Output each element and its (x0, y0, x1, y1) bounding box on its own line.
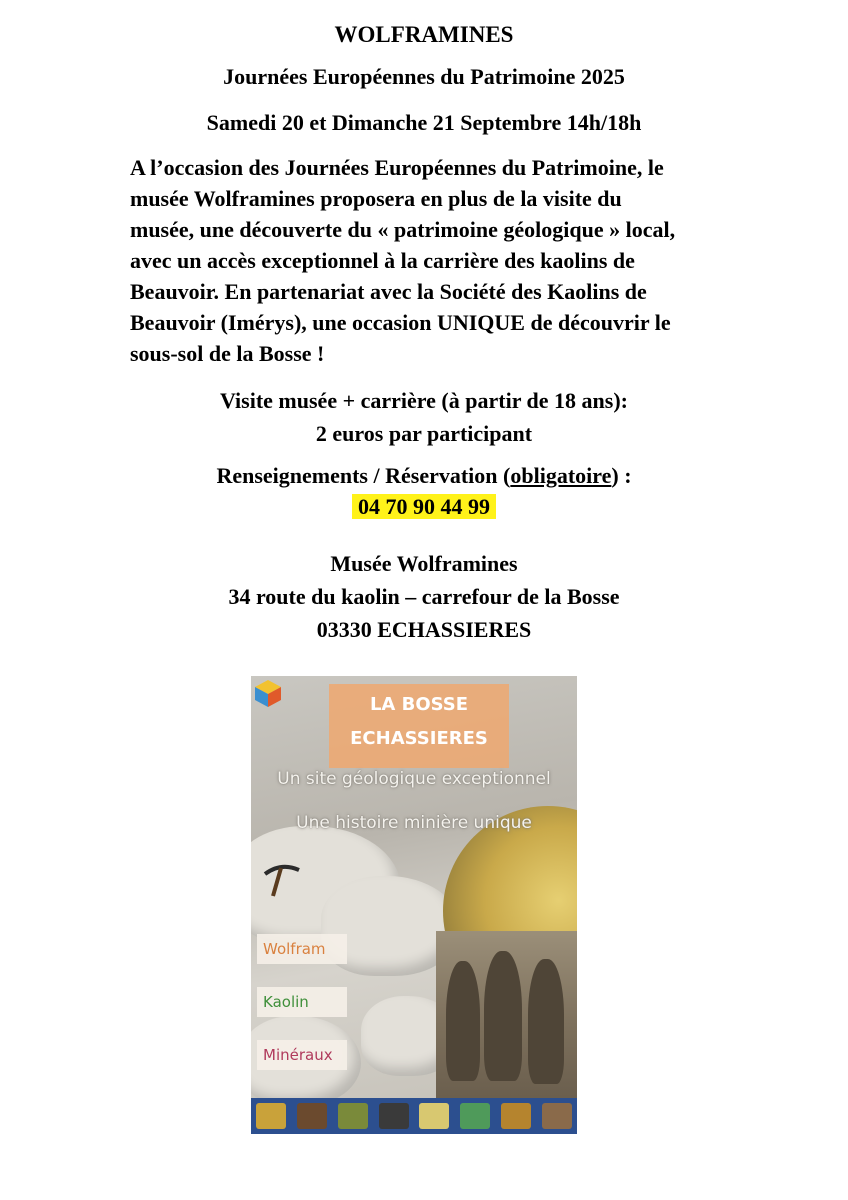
reservation-label (0, 463, 848, 489)
miner-figure (484, 951, 522, 1081)
reservation-label-start: Renseignements / Réservation ( (216, 463, 511, 488)
mineral-thumbnail (501, 1103, 531, 1129)
paragraph-line: musée, une découverte du « patrimoine géologique » local, (130, 217, 676, 242)
mineral-thumbnail (460, 1103, 490, 1129)
visit-line: Visite musée + carrière (à partir de 18 ans): (219, 388, 629, 413)
miner-figure (446, 961, 480, 1081)
description-paragraph (130, 152, 750, 369)
mineral-thumbnail (338, 1103, 368, 1129)
phone-number-block (0, 494, 848, 520)
reservation-required: obligatoire (510, 463, 612, 488)
paragraph-line: musée Wolframines proposera en plus de la visite du (130, 186, 622, 211)
miners-photo (436, 931, 577, 1101)
poster-slogan-2: Une histoire minière unique (296, 813, 532, 833)
mineral-thumbnail-strip (251, 1098, 577, 1134)
event-dates: Samedi 20 et Dimanche 21 Septembre 14h/18h (206, 110, 642, 135)
poster-slogan-1: Un site géologique exceptionnel (277, 769, 551, 789)
museum-street: 34 route du kaolin – carrefour de la Bosse (228, 584, 620, 609)
logo-icon (253, 678, 283, 708)
paragraph-line: sous-sol de la Bosse ! (130, 341, 325, 366)
museum-city: 03330 ECHASSIERES (316, 617, 532, 642)
mineral-thumbnail (379, 1103, 409, 1129)
paragraph-line: A l’occasion des Journées Européennes du Patrimoine, le (130, 155, 664, 180)
reservation-label-end: ) : (611, 463, 632, 488)
document-title: WOLFRAMINES (334, 22, 514, 47)
museum-name: Musée Wolframines (330, 551, 518, 576)
poster-tag-wolfram: Wolfram (257, 934, 347, 964)
poster-tag-mineraux: Minéraux (257, 1040, 347, 1070)
paragraph-line: Beauvoir. En partenariat avec la Société des Kaolins de (130, 279, 647, 304)
mineral-thumbnail (542, 1103, 572, 1129)
paragraph-line: avec un accès exceptionnel à la carrière des kaolins de (130, 248, 635, 273)
mineral-thumbnail (297, 1103, 327, 1129)
miner-figure (528, 959, 564, 1084)
event-name: Journées Européennes du Patrimoine 2025 (223, 64, 625, 89)
poster-tag-kaolin: Kaolin (257, 987, 347, 1017)
banner-line-1: LA BOSSE (369, 694, 469, 715)
poster-image (251, 676, 577, 1134)
mineral-thumbnail (256, 1103, 286, 1129)
phone-number[interactable]: 04 70 90 44 99 (352, 494, 496, 519)
poster-banner (329, 684, 509, 768)
paragraph-line: Beauvoir (Imérys), une occasion UNIQUE de découvrir le (130, 310, 671, 335)
price-line: 2 euros par participant (315, 421, 533, 446)
mineral-thumbnail (419, 1103, 449, 1129)
pickaxe-icon (259, 860, 319, 900)
banner-line-2: ECHASSIERES (350, 728, 488, 749)
